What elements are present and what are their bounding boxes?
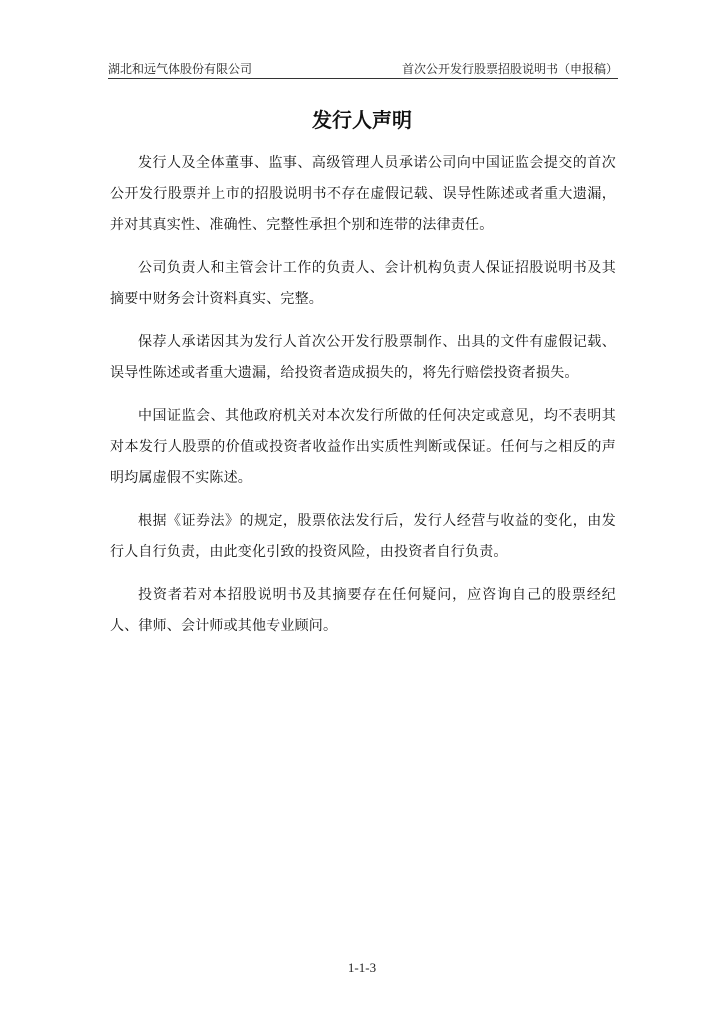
- header-company-name: 湖北和远气体股份有限公司: [108, 62, 253, 76]
- statement-paragraph: 根据《证券法》的规定，股票依法发行后，发行人经营与收益的变化，由发行人自行负责，由此变化引致的投资风险，由投资者自行负责。: [110, 513, 616, 560]
- statement-paragraph: 中国证监会、其他政府机关对本次发行所做的任何决定或意见，均不表明其对本发行人股票的价值或投资者收益作出实质性判断或保证。任何与之相反的声明均属虚假不实陈述。: [110, 408, 616, 486]
- header-document-title: 首次公开发行股票招股说明书（申报稿）: [401, 62, 618, 76]
- statement-paragraph: 保荐人承诺因其为发行人首次公开发行股票制作、出具的文件有虚假记载、误导性陈述或者重大遗漏，给投资者造成损失的，将先行赔偿投资者损失。: [110, 334, 616, 381]
- statement-paragraph: 投资者若对本招股说明书及其摘要存在任何疑问，应咨询自己的股票经纪人、律师、会计师或其他专业顾问。: [110, 587, 616, 634]
- statement-paragraph: 发行人及全体董事、监事、高级管理人员承诺公司向中国证监会提交的首次公开发行股票并上市的招股说明书不存在虚假记载、误导性陈述或者重大遗漏，并对其真实性、准确性、完整性承担个别和连带的法律责任。: [110, 155, 616, 233]
- header-divider: [108, 78, 618, 79]
- statement-body: [110, 148, 616, 654]
- page-number: 1-1-3: [347, 960, 377, 975]
- page-title: 发行人声明: [312, 108, 412, 132]
- page-header: [108, 58, 618, 78]
- statement-paragraph: 公司负责人和主管会计工作的负责人、会计机构负责人保证招股说明书及其摘要中财务会计资料真实、完整。: [110, 260, 616, 307]
